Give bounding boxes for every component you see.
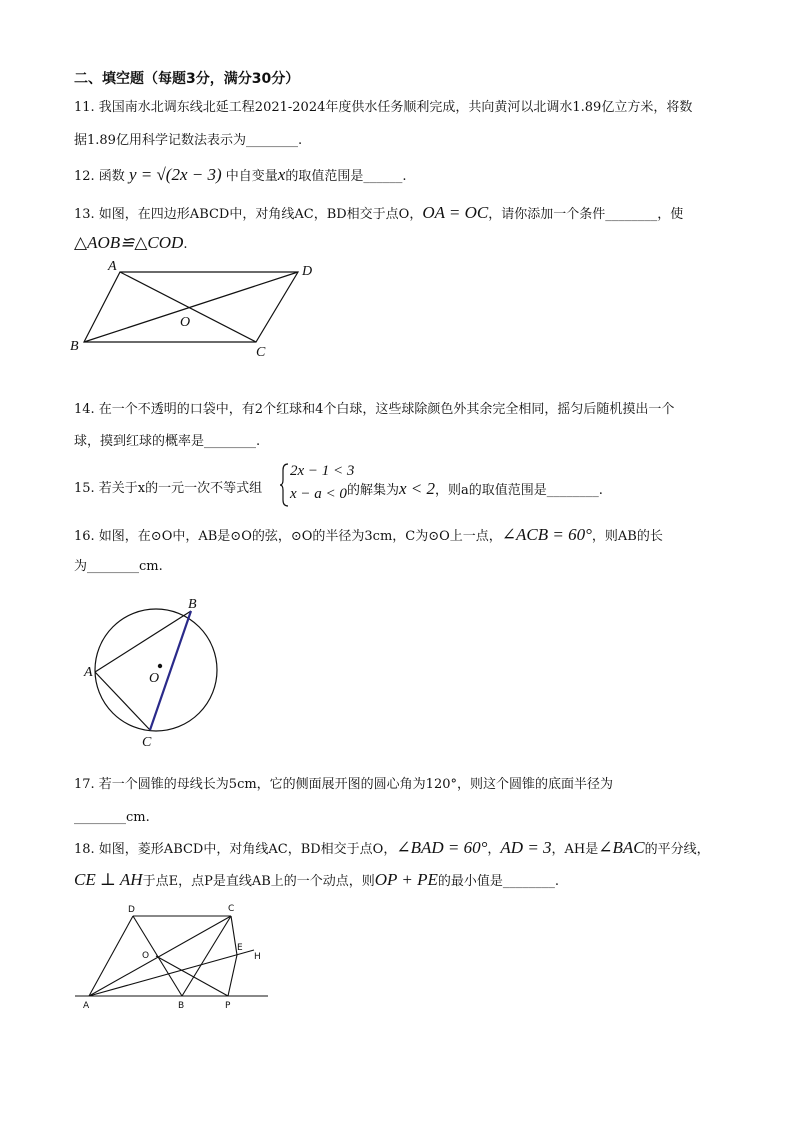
q12-text-c: 的取值范围是______.	[285, 169, 407, 184]
diagonal-ac	[89, 916, 231, 996]
q18-rhombus-figure	[70, 900, 280, 1015]
label-c: C	[142, 735, 152, 750]
q18-ce: CE ⊥ AH	[74, 870, 143, 889]
q15-ineq2: x − a < 0	[290, 486, 347, 502]
question-12	[74, 165, 406, 187]
q16-line1b: ，则AB的长	[591, 529, 663, 544]
chord-ab	[95, 611, 191, 672]
q18-angle: ∠BAD = 60°	[396, 838, 488, 857]
q18-text-e: 于点E，点P是直线AB上的一个动点，则	[142, 874, 375, 889]
label-a: A	[83, 1001, 90, 1011]
q17-line1: 17. 若一个圆锥的母线长为5cm，它的侧面展开图的圆心角为120°，则这个圆锥的底面半径为	[74, 777, 613, 792]
q16-circle-figure	[78, 595, 238, 755]
section-title: 二、填空题（每题3分，满分30分）	[74, 71, 300, 87]
q15-solution: x < 2	[399, 479, 436, 498]
diagonal-bd	[84, 272, 298, 342]
label-o: O	[180, 315, 191, 330]
segment-pe	[228, 955, 237, 996]
q15-tail	[347, 479, 603, 501]
q18-text-f: 的最小值是________.	[437, 874, 560, 889]
label-o: O	[149, 671, 160, 686]
diagonal-ac	[120, 272, 256, 342]
label-p: P	[225, 1001, 231, 1011]
label-b: B	[188, 597, 197, 612]
q15-text-c: ，则a的取值范围是________.	[435, 483, 603, 498]
q13-text-b: ，请你添加一个条件________，使	[488, 207, 684, 222]
q15-brace-icon	[280, 462, 290, 508]
q18-expr: OP + PE	[374, 870, 438, 889]
question-18-line2	[74, 870, 559, 892]
question-16	[74, 525, 663, 547]
q11-line2: 据1.89亿用科学记数法表示为________.	[74, 133, 303, 148]
q12-variable: x	[277, 165, 286, 184]
question-13	[74, 203, 683, 225]
q13-formula: OA = OC	[422, 203, 489, 222]
diagonal-bd	[133, 916, 182, 996]
q15-text-a: 15. 若关于x的一元一次不等式组	[74, 481, 263, 496]
label-a: A	[84, 665, 93, 680]
q18-bac: ∠BAC	[598, 838, 645, 857]
q18-text-c: ，AH是	[551, 842, 599, 857]
q13-conclusion: △AOB≌△COD	[74, 233, 184, 252]
q11-line1: 11. 我国南水北调东线北延工程2021-2024年度供水任务顺利完成，共向黄河以北调水1.89亿立方米，将数	[74, 100, 693, 115]
q18-text-d: 的平分线，	[644, 842, 710, 857]
q18-ad: AD = 3	[500, 838, 552, 857]
q13-text-a: 13. 如图，在四边形ABCD中，对角线AC，BD相交于点O，	[74, 207, 423, 222]
q18-text-a: 18. 如图，菱形ABCD中，对角线AC，BD相交于点O，	[74, 842, 397, 857]
label-c: C	[228, 904, 235, 914]
label-e: E	[237, 943, 243, 953]
label-b: B	[70, 339, 79, 354]
segment-op	[156, 956, 228, 996]
q16-line2: 为________cm.	[74, 559, 163, 574]
label-c: C	[256, 345, 266, 360]
q18-text-b: ，	[487, 842, 501, 857]
q17-line2: ________cm.	[74, 810, 150, 825]
q12-text-a: 12. 函数	[74, 169, 125, 184]
label-b: B	[178, 1001, 185, 1011]
label-d: D	[302, 264, 313, 279]
label-d: D	[128, 905, 135, 915]
q16-line1: 16. 如图，在⊙O中，AB是⊙O的弦，⊙O的半径为3cm，C为⊙O上一点，	[74, 529, 502, 544]
q15-inequality-system	[280, 462, 355, 508]
q14-line2: 球，摸到红球的概率是________.	[74, 434, 261, 449]
q12-formula: y = √(2x − 3)	[128, 165, 222, 184]
q15-text-b: 的解集为	[347, 483, 400, 498]
q13-conclusion-line	[74, 233, 187, 255]
label-a: A	[108, 259, 117, 274]
label-o: O	[142, 951, 150, 961]
question-18-line1	[74, 838, 710, 860]
q14-line1: 14. 在一个不透明的口袋中，有2个红球和4个白球，这些球除颜色外其余完全相同，摇匀后随机摸出一个	[74, 402, 675, 417]
label-h: H	[254, 952, 261, 962]
center-point	[158, 664, 162, 668]
q13-period: .	[183, 237, 188, 252]
q13-parallelogram-figure	[60, 255, 330, 365]
q12-text-b: 中自变量	[225, 169, 278, 184]
q15-ineq1: 2x − 1 < 3	[290, 463, 355, 479]
q16-angle: ∠ACB = 60°	[501, 525, 592, 544]
